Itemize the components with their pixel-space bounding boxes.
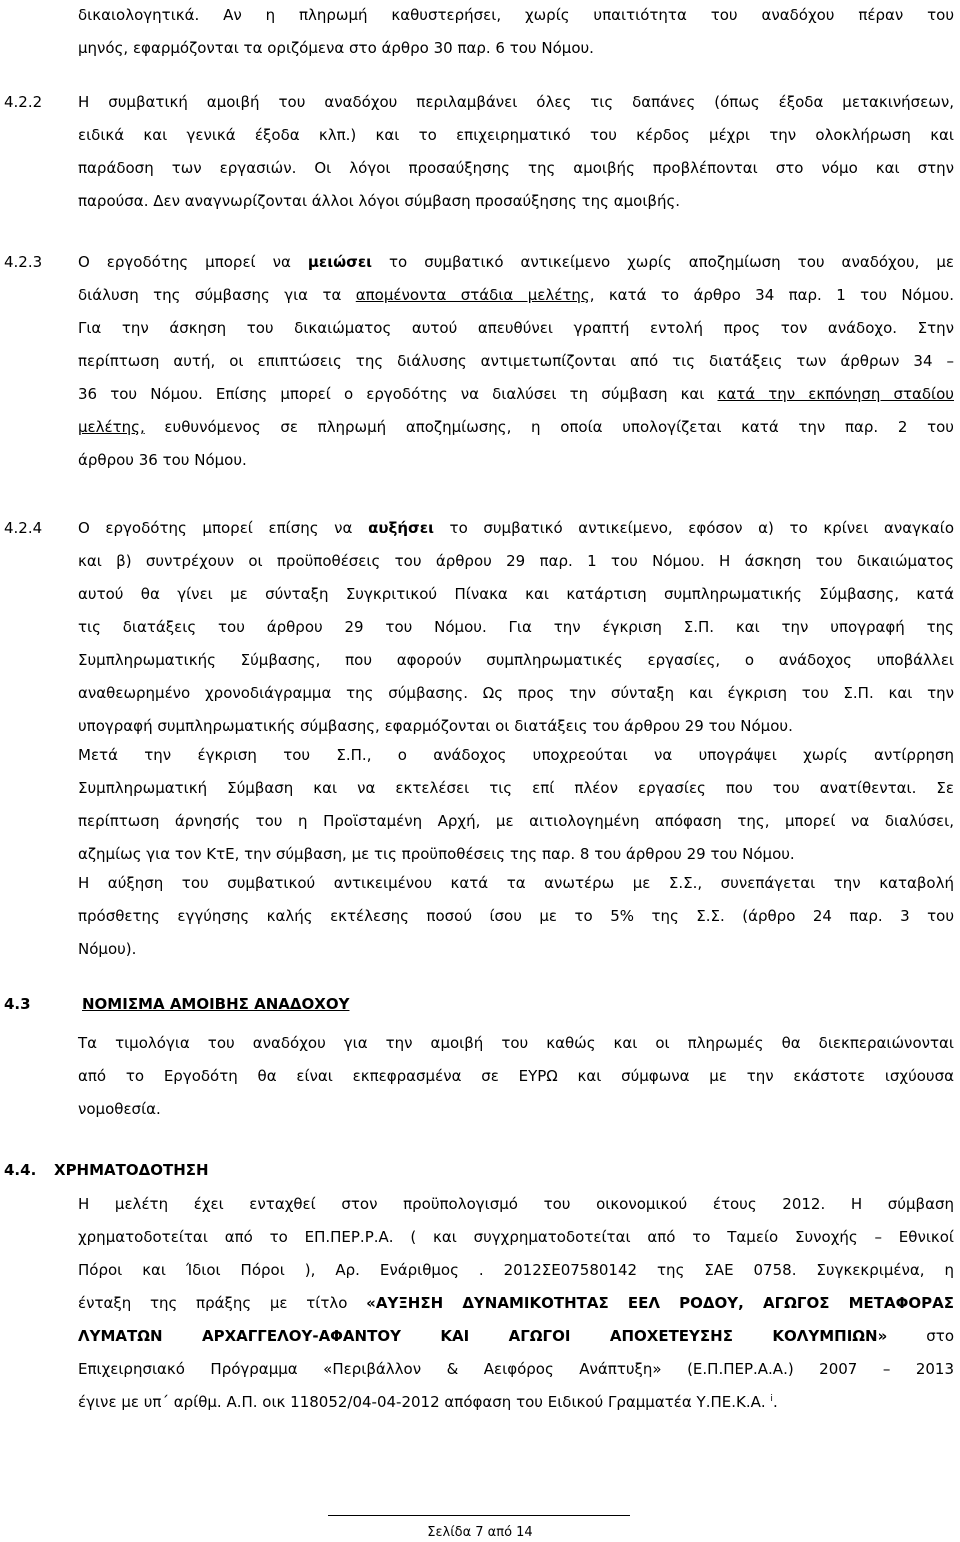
text: 36 του Νόμου. Επίσης μπορεί ο εργοδότης να διαλύσει τη σύμβαση και (78, 385, 718, 403)
text-line: περίπτωση άρνησής του η Προϊσταμένη Αρχή, με αιτιολογημένη απόφαση της, μπορεί να διαλύσει, (78, 812, 954, 830)
text-line: Νόμου). (78, 940, 137, 958)
text-line: περίπτωση αυτή, οι επιπτώσεις της διάλυσης αντιμετωπίζονται από τις διατάξεις των άρθρων 34 – (78, 352, 954, 370)
text-line: νομοθεσία. (78, 1100, 161, 1118)
text: το συμβατικό αντικείμενο, εφόσον α) το κρίνει αναγκαίο (433, 519, 955, 537)
text-line: Συμπληρωματική Σύμβαση και να εκτελέσει τις επί πλέον εργασίες που του ανατίθενται. Σε (78, 779, 954, 797)
text-line: πρόσθετης εγγύησης καλής εκτέλεσης ποσού ίσου με το 5% της Σ.Σ. (άρθρο 24 παρ. 3 του (78, 907, 954, 925)
section-number: 4.4. (4, 1161, 37, 1179)
text-line: Πόροι και Ίδιοι Πόροι ), Αρ. Ενάριθμος . 2012ΣΕ07580142 της ΣΑΕ 0758. Συγκεκριμένα, η (78, 1261, 954, 1279)
section-number: 4.2.4 (4, 519, 43, 537)
text: Ο εργοδότης μπορεί επίσης να (78, 519, 369, 537)
text: έγινε με υπ΄ αρίθμ. Α.Π. οικ 118052/04-04-2012 απόφαση του Ειδικού Γραμματέα Υ.ΠΕ.Κ.Α. (78, 1393, 766, 1411)
text-line: δικαιολογητικά. Αν η πληρωμή καθυστερήσει, χωρίς υπαιτιότητα του αναδόχου πέραν του (78, 6, 954, 24)
text-line: Για την άσκηση του δικαιώματος αυτού απευθύνει γραπτή εντολή προς τον ανάδοχο. Στην (78, 319, 954, 337)
text-line: αζημίως για τον ΚτΕ, την σύμβαση, με τις προϋποθέσεις της παρ. 8 του άρθρου 29 του Νόμου. (78, 845, 795, 863)
text-line: παράδοση των εργασιών. Οι λόγοι προσαύξησης της αμοιβής προβλέπονται στο νόμο και στην (78, 159, 954, 177)
text-line: από το Εργοδότη θα είναι εκπεφρασμένα σε ΕΥΡΩ και σύμφωνα με την εκάστοτε ισχύουσα (78, 1067, 954, 1085)
text-line: Η συμβατική αμοιβή του αναδόχου περιλαμβάνει όλες τις δαπάνες (όπως έξοδα μετακινήσεων, (78, 93, 954, 111)
text-line: χρηματοδοτείται από το ΕΠ.ΠΕΡ.Ρ.Α. ( και συγχρηματοδοτείται από το Ταμείο Συνοχής – Εθνικοί (78, 1228, 954, 1246)
page-number: Σελίδα 7 από 14 (427, 1525, 533, 1540)
text: ένταξη της πράξης με τίτλο (78, 1294, 367, 1312)
text: διάλυση της σύμβασης για τα (78, 286, 356, 304)
text-line: άρθρου 36 του Νόμου. (78, 451, 247, 469)
text-line: Η αύξηση του συμβατικού αντικειμένου κατά τα ανωτέρω με Σ.Σ., συνεπάγεται την καταβολή (78, 874, 954, 892)
text-line: Η μελέτη έχει ενταχθεί στον προϋπολογισμό του οικονομικού έτους 2012. Η σύμβαση (78, 1195, 954, 1213)
text-line (78, 384, 954, 404)
text-line: Τα τιμολόγια του αναδόχου για την αμοιβή του καθώς και οι πληρωμές θα διεκπεραιώνονται (78, 1034, 954, 1052)
text-line (78, 1392, 954, 1412)
text-line: Συμπληρωματικής Σύμβασης, που αφορούν συμπληρωματικές εργασίες, ο ανάδοχος υποβάλλει (78, 651, 954, 669)
text-line (78, 1293, 954, 1313)
section-heading: ΧΡΗΜΑΤΟΔΟΤΗΣΗ (54, 1161, 209, 1179)
text-line: υπογραφή συμπληρωματικής σύμβασης, εφαρμόζονται οι διατάξεις του άρθρου 29 του Νόμου. (78, 717, 793, 735)
text: στο (887, 1327, 955, 1345)
underlined-text: κατά την εκπόνηση σταδίου (717, 385, 954, 403)
text-line (78, 252, 954, 272)
text-line (78, 1326, 954, 1346)
section-number: 4.2.3 (4, 253, 43, 271)
text-line (78, 417, 954, 437)
text-line (78, 518, 954, 538)
text: ευθυνόμενος σε πληρωμή αποζημίωσης, η οποία υπολογίζεται κατά την παρ. 2 του (144, 418, 954, 436)
section-number: 4.2.2 (4, 93, 43, 111)
text-line: ειδικά και γενικά έξοδα κλπ.) και το επιχειρηματικό του κέρδος μέχρι την ολοκλήρωση και (78, 126, 954, 144)
text: Ο εργοδότης μπορεί να (78, 253, 308, 271)
underlined-text: μελέτης, (78, 418, 145, 436)
text: το συμβατικό αντικείμενο χωρίς αποζημίωση του αναδόχου, με (372, 253, 954, 271)
text-line: τις διατάξεις του άρθρου 29 του Νόμου. Για την έγκριση Σ.Π. και την υπογραφή της (78, 618, 954, 636)
text-line: και β) συντρέχουν οι προϋποθέσεις του άρθρου 29 παρ. 1 του Νόμου. Η άσκηση του δικαιώματος (78, 552, 954, 570)
underlined-text: απομένοντα στάδια μελέτης (355, 286, 590, 304)
text-line (78, 285, 954, 305)
emphasis-text: αυξήσει (368, 519, 434, 537)
project-title: ΛΥΜΑΤΩΝ ΑΡΧΑΓΓΕΛΟΥ-ΑΦΑΝΤΟΥ ΚΑΙ ΑΓΩΓΟΙ ΑΠΟΧΕΤΕΥΣΗΣ ΚΟΛΥΜΠΙΩΝ» (78, 1327, 888, 1345)
text-line: αυτού θα γίνει με σύνταξη Συγκριτικού Πίνακα και κατάρτιση συμπληρωματικής Σύμβασης, κατά (78, 585, 954, 603)
section-heading: ΝΟΜΙΣΜΑ ΑΜΟΙΒΗΣ ΑΝΑΔΟΧΟΥ (82, 995, 350, 1013)
text: , κατά το άρθρο 34 παρ. 1 του Νόμου. (589, 286, 954, 304)
text: . (772, 1393, 778, 1411)
section-number: 4.3 (4, 995, 31, 1013)
project-title: «ΑΥΞΗΣΗ ΔΥΝΑΜΙΚΟΤΗΤΑΣ ΕΕΛ ΡΟΔΟΥ, ΑΓΩΓΟΣ ΜΕΤΑΦΟΡΑΣ (366, 1294, 954, 1312)
text-line: μηνός, εφαρμόζονται τα οριζόμενα στο άρθρο 30 παρ. 6 του Νόμου. (78, 39, 594, 57)
emphasis-text: μειώσει (307, 253, 373, 271)
text-line: αναθεωρημένο χρονοδιάγραμμα της σύμβασης. Ως προς την σύνταξη και έγκριση του Σ.Π. και την (78, 684, 954, 702)
text-line: παρούσα. Δεν αναγνωρίζονται άλλοι λόγοι σύμβαση προσαύξησης της αμοιβής. (78, 192, 681, 210)
text-line: Μετά την έγκριση του Σ.Π., ο ανάδοχος υποχρεούται να υπογράψει χωρίς αντίρρηση (78, 746, 954, 764)
text-line: Επιχειρησιακό Πρόγραμμα «Περιβάλλον & Αειφόρος Ανάπτυξη» (Ε.Π.ΠΕΡ.Α.Α.) 2007 – 2013 (78, 1360, 954, 1378)
footnote-marker: i (770, 1394, 773, 1404)
footer-divider (328, 1515, 630, 1516)
